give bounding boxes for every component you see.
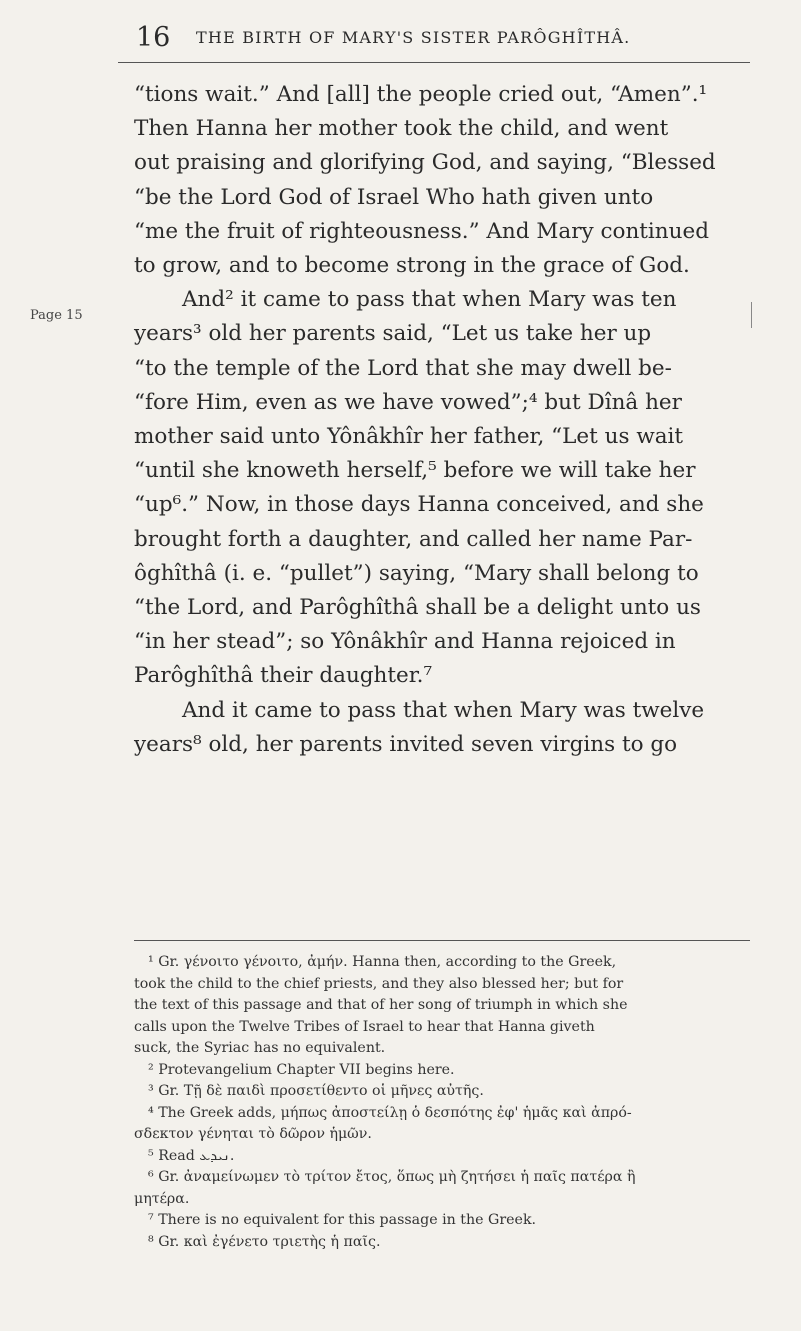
text-line: brought forth a daughter, and called her name Par- <box>134 526 693 552</box>
footnote-line: μητέρα. <box>134 1190 190 1207</box>
margin-page-reference: Page 15 <box>30 308 83 323</box>
page-header <box>118 22 758 62</box>
footnote-line: ¹ Gr. γένοιτο γένοιτο, ἀμήν. Hanna then, according to the Greek, <box>148 954 617 970</box>
text-line: ôghîthâ (i. e. “pullet”) saying, “Mary shall belong to <box>134 560 699 586</box>
text-line: And² it came to pass that when Mary was ten <box>182 287 677 313</box>
header-rule <box>118 62 750 63</box>
text-line: Then Hanna her mother took the child, and went <box>134 116 669 142</box>
footnote-rule <box>134 940 750 941</box>
footnote-line: suck, the Syriac has no equivalent. <box>134 1040 386 1056</box>
text-line: years³ old her parents said, “Let us take her up <box>134 321 652 347</box>
page-number: 16 <box>136 22 171 53</box>
running-head: THE BIRTH OF MARY'S SISTER PARÔGHÎTHÂ. <box>196 28 631 47</box>
footnote-line: the text of this passage and that of her song of triumph in which she <box>134 997 628 1013</box>
footnote-line: took the child to the chief priests, and they also blessed her; but for <box>134 975 624 992</box>
footnote-line: ⁸ Gr. καὶ ἐγένετο τριετὴς ἡ παῖς. <box>148 1233 381 1250</box>
text-line: “to the temple of the Lord that she may dwell be- <box>134 355 672 381</box>
text-line: “tions wait.” And [all] the people cried out, “Amen”.¹ <box>134 82 708 107</box>
text-line: to grow, and to become strong in the grace of God. <box>134 253 690 279</box>
text-line: mother said unto Yônâkhîr her father, “Let us wait <box>134 424 684 450</box>
footnote-line: σδεκτον γένηται τὸ δῶρον ἡμῶν. <box>134 1126 372 1142</box>
text-line: “until she knoweth herself,⁵ before we will take her <box>134 458 696 484</box>
text-line: “the Lord, and Parôghîthâ shall be a delight unto us <box>134 595 701 621</box>
footnote-line: ⁷ There is no equivalent for this passage in the Greek. <box>148 1212 537 1228</box>
text-line: “up⁶.” Now, in those days Hanna conceived, and she <box>134 492 704 518</box>
text-line: years⁸ old, her parents invited seven virgins to go <box>134 731 678 757</box>
text-line: And it came to pass that when Mary was twelve <box>182 697 705 723</box>
text-line: “me the fruit of righteousness.” And Mary continued <box>134 218 709 244</box>
text-line: out praising and glorifying God, and saying, “Blessed <box>134 150 716 176</box>
body-text <box>134 78 774 762</box>
footnotes <box>134 952 759 1253</box>
text-line: “in her stead”; so Yônâkhîr and Hanna rejoiced in <box>134 629 676 655</box>
footnote-line: calls upon the Twelve Tribes of Israel to hear that Hanna giveth <box>134 1018 595 1035</box>
footnote-line: ⁶ Gr. ἀναμείνωμεν τὸ τρίτον ἔτος, ὅπως μὴ ζητήσει ἡ παῖς πατέρα ἢ <box>148 1169 636 1185</box>
text-line: “fore Him, even as we have vowed”;⁴ but Dînâ her <box>134 389 682 415</box>
footnote-line: ³ Gr. Τῇ δὲ παιδὶ προσετίθεντο οἱ μῆνες αὐτῆς. <box>148 1083 484 1099</box>
text-line: Parôghîthâ their daughter.⁷ <box>134 663 433 689</box>
text-line: “be the Lord God of Israel Who hath given unto <box>134 184 654 210</box>
footnote-line: ⁵ Read ܢܝܕܥ. <box>148 1147 235 1164</box>
footnote-line: ⁴ The Greek adds, μήπως ἀποστείλῃ ὁ δεσπότης ἐφ' ἡμᾶς καὶ ἀπρό- <box>148 1104 632 1121</box>
footnote-line: ² Protevangelium Chapter VII begins here. <box>148 1061 455 1078</box>
